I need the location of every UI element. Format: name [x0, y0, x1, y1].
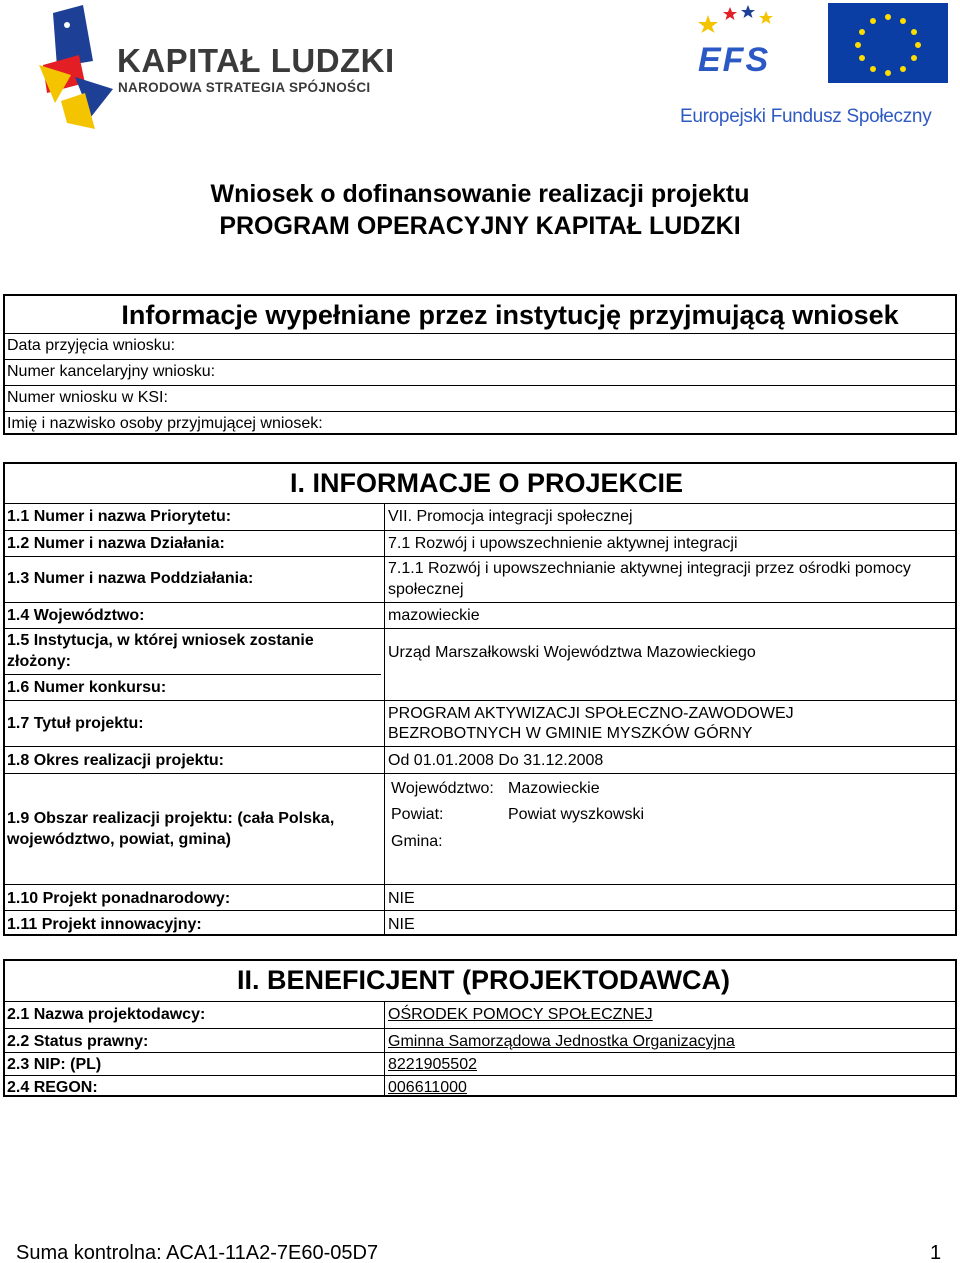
- field-label-voivodeship: 1.4 Województwo:: [7, 607, 145, 624]
- intake-section: [3, 294, 957, 435]
- area-voivodeship-label: Województwo:: [391, 780, 494, 797]
- area-county-label: Powiat:: [391, 806, 444, 823]
- field-value-period: Od 01.01.2008 Do 31.12.2008: [388, 752, 604, 769]
- intake-field-ksi-number: Numer wniosku w KSI:: [7, 389, 168, 406]
- efs-title: EFS: [698, 41, 771, 79]
- beneficiary-value-regon: 006611000: [388, 1079, 467, 1096]
- intake-field-date: Data przyjęcia wniosku:: [7, 337, 176, 354]
- efs-logo: [678, 3, 953, 133]
- intake-field-chancery-number: Numer kancelaryjny wniosku:: [7, 363, 216, 380]
- area-voivodeship-value: Mazowieckie: [508, 780, 600, 797]
- intake-heading: Informacje wypełniane przez instytucję przyjmującą wniosek: [121, 300, 899, 330]
- beneficiary-label-nip: 2.3 NIP: (PL): [7, 1056, 102, 1073]
- footer-checksum: Suma kontrolna: ACA1-11A2-7E60-05D7: [16, 1242, 379, 1263]
- beneficiary-value-legal-status: Gminna Samorządowa Jednostka Organizacyjna: [388, 1033, 735, 1050]
- beneficiary-label-legal-status: 2.2 Status prawny:: [7, 1033, 149, 1050]
- field-label-period: 1.8 Okres realizacji projektu:: [7, 752, 224, 769]
- area-commune-label: Gmina:: [391, 833, 443, 850]
- field-value-project-title-line2: BEZROBOTNYCH W GMINIE MYSZKÓW GÓRNY: [388, 725, 753, 742]
- field-label-project-title: 1.7 Tytuł projektu:: [7, 715, 144, 732]
- area-county-value: Powiat wyszkowski: [508, 806, 645, 823]
- kapital-ludzki-title: KAPITAŁ LUDZKI: [117, 42, 395, 79]
- kapital-ludzki-subtitle: NARODOWA STRATEGIA SPÓJNOŚCI: [118, 80, 371, 95]
- kapital-ludzki-emblem-icon: [35, 5, 125, 130]
- project-heading: I. INFORMACJE O PROJEKCIE: [290, 468, 684, 498]
- field-label-subaction: 1.3 Numer i nazwa Poddziałania:: [7, 570, 254, 587]
- beneficiary-label-name: 2.1 Nazwa projektodawcy:: [7, 1006, 206, 1023]
- field-value-transnational: NIE: [388, 890, 415, 907]
- field-value-voivodeship: mazowieckie: [388, 607, 480, 624]
- document-title-line1: Wniosek o dofinansowanie realizacji projektu: [210, 180, 750, 208]
- field-label-priority: 1.1 Numer i nazwa Priorytetu:: [7, 508, 232, 525]
- footer-page-number: 1: [930, 1242, 942, 1263]
- field-value-institution: Urząd Marszałkowski Województwa Mazowieckiego: [388, 644, 756, 661]
- intake-field-receiver-name: Imię i nazwisko osoby przyjmującej wniosek:: [7, 415, 323, 432]
- field-label-institution-line1: 1.5 Instytucja, w której wniosek zostanie: [7, 632, 314, 649]
- field-label-area-line1: 1.9 Obszar realizacji projektu: (cała Polska,: [7, 810, 335, 827]
- field-value-action: 7.1 Rozwój i upowszechnienie aktywnej integracji: [388, 535, 738, 552]
- document-title-line2: PROGRAM OPERACYJNY KAPITAŁ LUDZKI: [219, 212, 741, 240]
- field-label-transnational: 1.10 Projekt ponadnarodowy:: [7, 890, 231, 907]
- field-label-institution-line2: złożony:: [7, 653, 71, 670]
- beneficiary-value-nip: 8221905502: [388, 1056, 477, 1073]
- field-label-area-line2: województwo, powiat, gmina): [7, 831, 231, 848]
- beneficiary-heading: II. BENEFICJENT (PROJEKTODAWCA): [237, 965, 731, 995]
- field-value-priority: VII. Promocja integracji społecznej: [388, 508, 633, 525]
- kapital-ludzki-logo: [35, 5, 395, 130]
- field-label-action: 1.2 Numer i nazwa Działania:: [7, 535, 225, 552]
- field-value-innovative: NIE: [388, 916, 415, 933]
- field-value-subaction-line2: społecznej: [388, 581, 464, 598]
- field-label-innovative: 1.11 Projekt innowacyjny:: [7, 916, 202, 933]
- efs-fund-name: Europejski Fundusz Społeczny: [680, 106, 932, 127]
- beneficiary-value-name: OŚRODEK POMOCY SPOŁECZNEJ: [388, 1006, 653, 1023]
- field-value-subaction-line1: 7.1.1 Rozwój i upowszechnianie aktywnej integracji przez ośrodki pomocy: [388, 560, 911, 577]
- field-value-project-title-line1: PROGRAM AKTYWIZACJI SPOŁECZNO-ZAWODOWEJ: [388, 705, 794, 722]
- field-label-competition-number: 1.6 Numer konkursu:: [7, 679, 167, 696]
- beneficiary-section: [3, 959, 957, 1097]
- project-section: [3, 462, 957, 936]
- beneficiary-label-regon: 2.4 REGON:: [7, 1079, 98, 1096]
